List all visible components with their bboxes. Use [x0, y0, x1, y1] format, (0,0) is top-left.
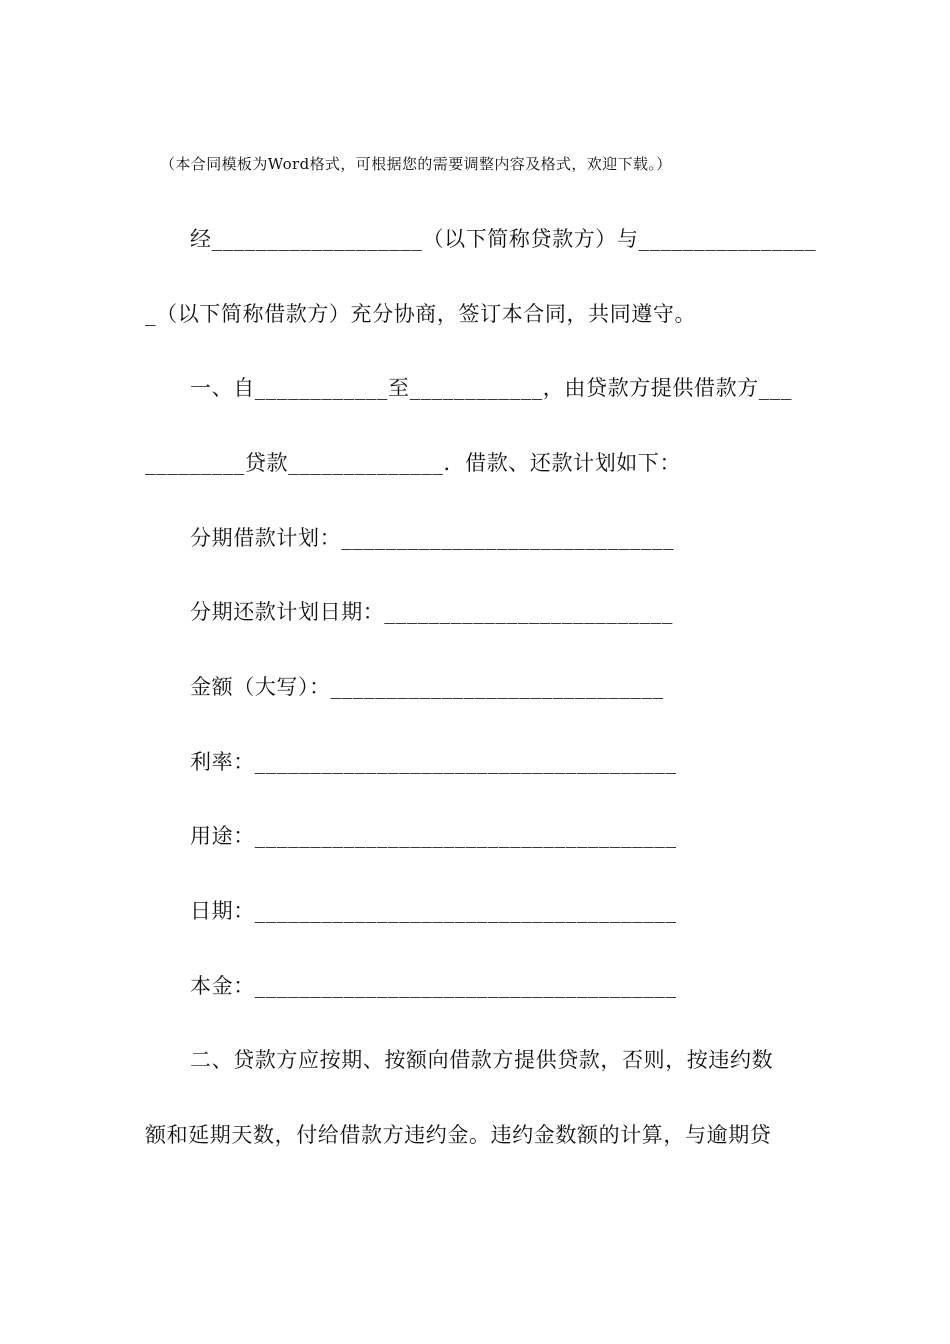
clause-2-line-1: 二、贷款方应按期、按额向借款方提供贷款，否则，按违约数 — [190, 1048, 774, 1072]
schedule-item-purpose: 用途：______________________________________ — [190, 824, 677, 848]
template-note: （本合同模板为Word格式，可根据您的需要调整内容及格式，欢迎下载。） — [160, 155, 672, 173]
schedule-item-repay-date: 分期还款计划日期：__________________________ — [190, 600, 673, 624]
schedule-item-rate: 利率：______________________________________ — [190, 750, 677, 774]
schedule-item-date: 日期：______________________________________ — [190, 899, 677, 923]
clause-1-line-2: _________贷款______________．借款、还款计划如下： — [145, 451, 682, 475]
schedule-item-loan-plan: 分期借款计划：______________________________ — [190, 526, 675, 550]
schedule-item-principal: 本金：______________________________________ — [190, 974, 677, 998]
intro-line-2: _（以下简称借款方）充分协商，签订本合同，共同遵守。 — [145, 302, 697, 326]
schedule-item-amount: 金额（大写）：______________________________ — [190, 675, 664, 699]
clause-2-line-2: 额和延期天数，付给借款方违约金。违约金数额的计算，与逾期贷 — [145, 1123, 772, 1147]
clause-1-line-1: 一、自____________至____________，由贷款方提供借款方___ — [190, 376, 793, 400]
intro-line-1: 经___________________（以下简称贷款方）与________________ — [190, 227, 817, 251]
